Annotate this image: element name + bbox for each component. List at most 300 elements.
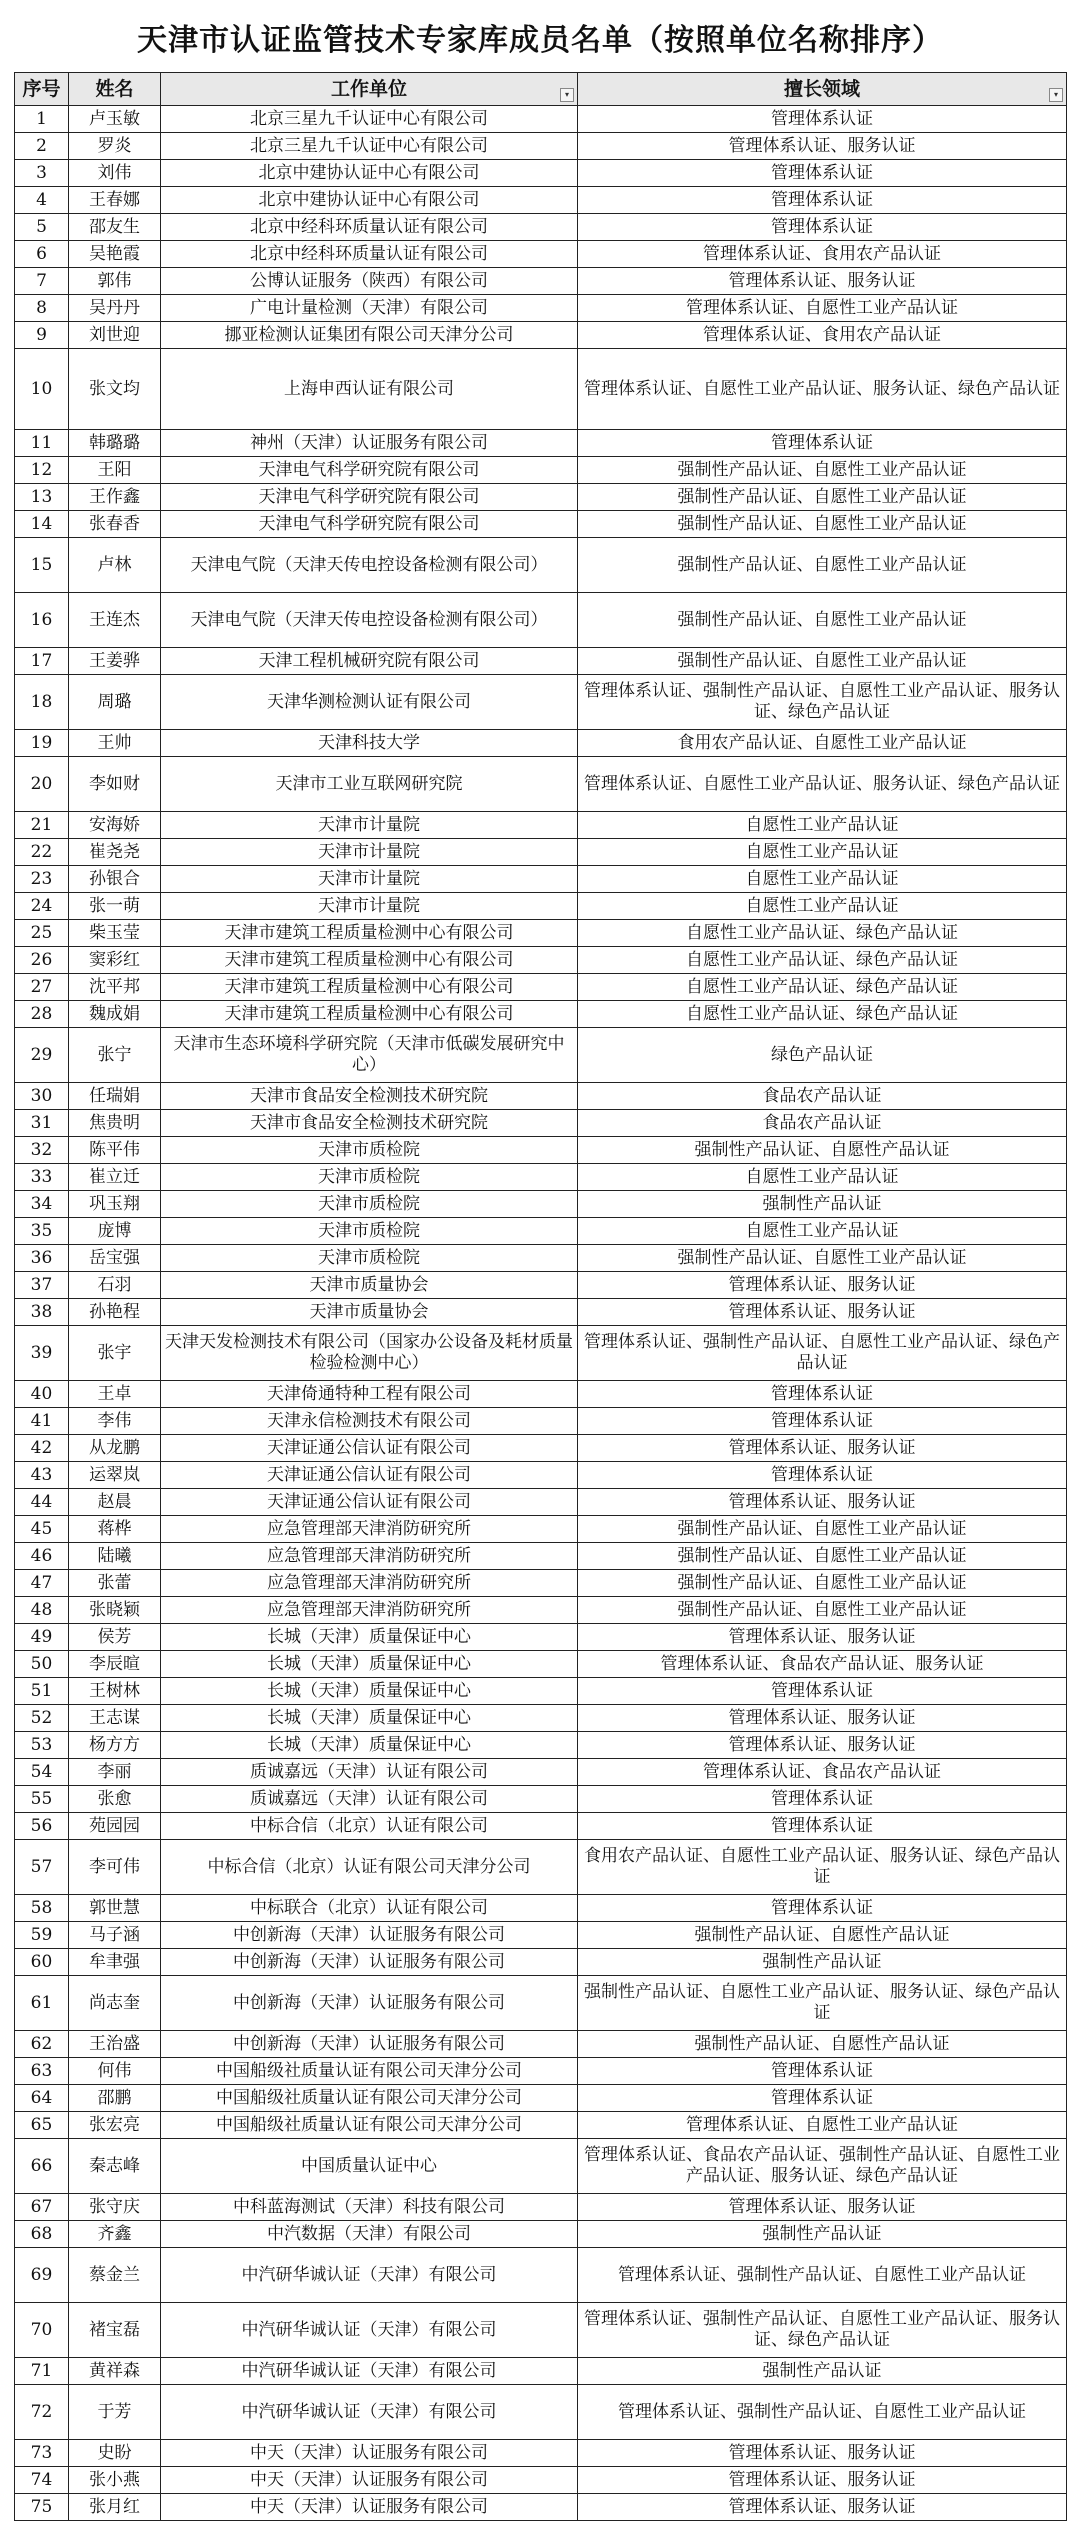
cell-name[interactable]: 王帅 [69, 730, 161, 757]
cell-field[interactable]: 管理体系认证、自愿性工业产品认证 [578, 295, 1067, 322]
cell-field[interactable]: 管理体系认证 [578, 2085, 1067, 2112]
cell-name[interactable]: 卢林 [69, 538, 161, 593]
cell-unit[interactable]: 北京中建协认证中心有限公司 [161, 187, 578, 214]
cell-field[interactable]: 管理体系认证、服务认证 [578, 2440, 1067, 2467]
cell-field[interactable]: 管理体系认证、食品农产品认证、服务认证 [578, 1651, 1067, 1678]
cell-unit[interactable]: 中汽研华诚认证（天津）有限公司 [161, 2248, 578, 2303]
cell-no[interactable]: 49 [15, 1624, 69, 1651]
cell-unit[interactable]: 中天（天津）认证服务有限公司 [161, 2440, 578, 2467]
cell-name[interactable]: 王姜骅 [69, 648, 161, 675]
cell-unit[interactable]: 中国质量认证中心 [161, 2139, 578, 2194]
cell-unit[interactable]: 天津市计量院 [161, 893, 578, 920]
cell-no[interactable]: 3 [15, 160, 69, 187]
cell-unit[interactable]: 天津证通公信认证有限公司 [161, 1489, 578, 1516]
cell-name[interactable]: 王树林 [69, 1678, 161, 1705]
cell-field[interactable]: 管理体系认证 [578, 106, 1067, 133]
cell-unit[interactable]: 应急管理部天津消防研究所 [161, 1543, 578, 1570]
cell-unit[interactable]: 长城（天津）质量保证中心 [161, 1624, 578, 1651]
cell-field[interactable]: 管理体系认证、服务认证 [578, 2467, 1067, 2494]
cell-no[interactable]: 63 [15, 2058, 69, 2085]
cell-name[interactable]: 张蕾 [69, 1570, 161, 1597]
cell-unit[interactable]: 应急管理部天津消防研究所 [161, 1597, 578, 1624]
cell-no[interactable]: 71 [15, 2358, 69, 2385]
cell-name[interactable]: 马子涵 [69, 1922, 161, 1949]
cell-name[interactable]: 邵鹏 [69, 2085, 161, 2112]
cell-no[interactable]: 53 [15, 1732, 69, 1759]
cell-unit[interactable]: 天津市质检院 [161, 1164, 578, 1191]
cell-no[interactable]: 64 [15, 2085, 69, 2112]
cell-field[interactable]: 食用农产品认证、自愿性工业产品认证 [578, 730, 1067, 757]
cell-unit[interactable]: 挪亚检测认证集团有限公司天津分公司 [161, 322, 578, 349]
cell-unit[interactable]: 公博认证服务（陕西）有限公司 [161, 268, 578, 295]
cell-no[interactable]: 56 [15, 1813, 69, 1840]
cell-no[interactable]: 42 [15, 1435, 69, 1462]
cell-unit[interactable]: 中国船级社质量认证有限公司天津分公司 [161, 2058, 578, 2085]
cell-no[interactable]: 45 [15, 1516, 69, 1543]
cell-field[interactable]: 管理体系认证 [578, 1786, 1067, 1813]
cell-unit[interactable]: 天津市建筑工程质量检测中心有限公司 [161, 1001, 578, 1028]
cell-name[interactable]: 王卓 [69, 1381, 161, 1408]
cell-unit[interactable]: 天津市工业互联网研究院 [161, 757, 578, 812]
cell-no[interactable]: 57 [15, 1840, 69, 1895]
cell-field[interactable]: 管理体系认证 [578, 214, 1067, 241]
cell-name[interactable]: 崔尧尧 [69, 839, 161, 866]
cell-name[interactable]: 蒋桦 [69, 1516, 161, 1543]
cell-unit[interactable]: 天津证通公信认证有限公司 [161, 1462, 578, 1489]
cell-no[interactable]: 1 [15, 106, 69, 133]
cell-field[interactable]: 管理体系认证、强制性产品认证、自愿性工业产品认证、服务认证、绿色产品认证 [578, 2303, 1067, 2358]
cell-unit[interactable]: 北京中经科环质量认证有限公司 [161, 214, 578, 241]
cell-field[interactable]: 强制性产品认证、自愿性产品认证 [578, 2031, 1067, 2058]
cell-name[interactable]: 韩璐璐 [69, 430, 161, 457]
cell-name[interactable]: 赵晨 [69, 1489, 161, 1516]
cell-field[interactable]: 自愿性工业产品认证、绿色产品认证 [578, 1001, 1067, 1028]
cell-no[interactable]: 61 [15, 1976, 69, 2031]
cell-unit[interactable]: 天津市质检院 [161, 1137, 578, 1164]
cell-unit[interactable]: 中创新海（天津）认证服务有限公司 [161, 2031, 578, 2058]
cell-unit[interactable]: 天津电气科学研究院有限公司 [161, 484, 578, 511]
cell-name[interactable]: 罗炎 [69, 133, 161, 160]
cell-name[interactable]: 安海娇 [69, 812, 161, 839]
cell-unit[interactable]: 天津市建筑工程质量检测中心有限公司 [161, 947, 578, 974]
cell-field[interactable]: 强制性产品认证、自愿性工业产品认证 [578, 484, 1067, 511]
cell-field[interactable]: 食品农产品认证 [578, 1083, 1067, 1110]
cell-no[interactable]: 37 [15, 1272, 69, 1299]
cell-name[interactable]: 窦彩红 [69, 947, 161, 974]
cell-field[interactable]: 自愿性工业产品认证 [578, 866, 1067, 893]
cell-name[interactable]: 张春香 [69, 511, 161, 538]
cell-no[interactable]: 5 [15, 214, 69, 241]
cell-unit[interactable]: 中国船级社质量认证有限公司天津分公司 [161, 2112, 578, 2139]
cell-name[interactable]: 运翠岚 [69, 1462, 161, 1489]
cell-unit[interactable]: 中科蓝海测试（天津）科技有限公司 [161, 2194, 578, 2221]
cell-unit[interactable]: 中汽研华诚认证（天津）有限公司 [161, 2358, 578, 2385]
cell-field[interactable]: 强制性产品认证、自愿性工业产品认证 [578, 457, 1067, 484]
cell-field[interactable]: 强制性产品认证、自愿性工业产品认证 [578, 1245, 1067, 1272]
header-cell-unit[interactable] [161, 73, 578, 106]
cell-name[interactable]: 张文均 [69, 349, 161, 430]
cell-field[interactable]: 管理体系认证 [578, 160, 1067, 187]
cell-unit[interactable]: 天津工程机械研究院有限公司 [161, 648, 578, 675]
cell-unit[interactable]: 中天（天津）认证服务有限公司 [161, 2467, 578, 2494]
cell-unit[interactable]: 天津市质检院 [161, 1191, 578, 1218]
cell-name[interactable]: 张小燕 [69, 2467, 161, 2494]
cell-name[interactable]: 李丽 [69, 1759, 161, 1786]
cell-name[interactable]: 石羽 [69, 1272, 161, 1299]
cell-name[interactable]: 齐鑫 [69, 2221, 161, 2248]
cell-name[interactable]: 蔡金兰 [69, 2248, 161, 2303]
cell-unit[interactable]: 中标联合（北京）认证有限公司 [161, 1895, 578, 1922]
cell-field[interactable]: 管理体系认证 [578, 1381, 1067, 1408]
cell-unit[interactable]: 天津市食品安全检测技术研究院 [161, 1083, 578, 1110]
cell-unit[interactable]: 长城（天津）质量保证中心 [161, 1651, 578, 1678]
cell-name[interactable]: 苑园园 [69, 1813, 161, 1840]
cell-unit[interactable]: 中标合信（北京）认证有限公司天津分公司 [161, 1840, 578, 1895]
cell-name[interactable]: 郭世慧 [69, 1895, 161, 1922]
cell-unit[interactable]: 天津市质量协会 [161, 1272, 578, 1299]
cell-name[interactable]: 从龙鹏 [69, 1435, 161, 1462]
cell-name[interactable]: 何伟 [69, 2058, 161, 2085]
cell-field[interactable]: 管理体系认证、食用农产品认证 [578, 322, 1067, 349]
cell-name[interactable]: 尚志奎 [69, 1976, 161, 2031]
cell-no[interactable]: 20 [15, 757, 69, 812]
cell-name[interactable]: 崔立迁 [69, 1164, 161, 1191]
cell-name[interactable]: 王春娜 [69, 187, 161, 214]
cell-field[interactable]: 自愿性工业产品认证 [578, 1164, 1067, 1191]
cell-field[interactable]: 强制性产品认证、自愿性工业产品认证、服务认证、绿色产品认证 [578, 1976, 1067, 2031]
cell-unit[interactable]: 长城（天津）质量保证中心 [161, 1678, 578, 1705]
cell-unit[interactable]: 天津市质检院 [161, 1245, 578, 1272]
cell-no[interactable]: 38 [15, 1299, 69, 1326]
cell-unit[interactable]: 应急管理部天津消防研究所 [161, 1570, 578, 1597]
cell-field[interactable]: 强制性产品认证、自愿性工业产品认证 [578, 1570, 1067, 1597]
cell-no[interactable]: 36 [15, 1245, 69, 1272]
cell-no[interactable]: 18 [15, 675, 69, 730]
cell-field[interactable]: 自愿性工业产品认证 [578, 839, 1067, 866]
cell-unit[interactable]: 北京三星九千认证中心有限公司 [161, 133, 578, 160]
cell-name[interactable]: 张守庆 [69, 2194, 161, 2221]
cell-name[interactable]: 张愈 [69, 1786, 161, 1813]
cell-name[interactable]: 张宇 [69, 1326, 161, 1381]
cell-unit[interactable]: 中汽研华诚认证（天津）有限公司 [161, 2385, 578, 2440]
cell-no[interactable]: 16 [15, 593, 69, 648]
cell-name[interactable]: 张宁 [69, 1028, 161, 1083]
cell-no[interactable]: 26 [15, 947, 69, 974]
cell-name[interactable]: 卢玉敏 [69, 106, 161, 133]
cell-name[interactable]: 柴玉莹 [69, 920, 161, 947]
cell-field[interactable]: 管理体系认证、自愿性工业产品认证、服务认证、绿色产品认证 [578, 349, 1067, 430]
cell-unit[interactable]: 中创新海（天津）认证服务有限公司 [161, 1922, 578, 1949]
cell-name[interactable]: 沈平邦 [69, 974, 161, 1001]
cell-no[interactable]: 31 [15, 1110, 69, 1137]
cell-no[interactable]: 54 [15, 1759, 69, 1786]
cell-no[interactable]: 73 [15, 2440, 69, 2467]
cell-unit[interactable]: 天津市建筑工程质量检测中心有限公司 [161, 974, 578, 1001]
cell-field[interactable]: 自愿性工业产品认证 [578, 1218, 1067, 1245]
cell-name[interactable]: 张月红 [69, 2494, 161, 2521]
cell-field[interactable]: 管理体系认证、服务认证 [578, 2494, 1067, 2521]
cell-unit[interactable]: 天津倚通特种工程有限公司 [161, 1381, 578, 1408]
cell-unit[interactable]: 天津市计量院 [161, 866, 578, 893]
cell-no[interactable]: 68 [15, 2221, 69, 2248]
cell-field[interactable]: 管理体系认证、自愿性工业产品认证、服务认证、绿色产品认证 [578, 757, 1067, 812]
cell-unit[interactable]: 天津市质检院 [161, 1218, 578, 1245]
cell-no[interactable]: 14 [15, 511, 69, 538]
cell-no[interactable]: 67 [15, 2194, 69, 2221]
cell-field[interactable]: 管理体系认证、服务认证 [578, 1624, 1067, 1651]
cell-field[interactable]: 绿色产品认证 [578, 1028, 1067, 1083]
cell-no[interactable]: 41 [15, 1408, 69, 1435]
cell-no[interactable]: 13 [15, 484, 69, 511]
cell-field[interactable]: 自愿性工业产品认证、绿色产品认证 [578, 920, 1067, 947]
cell-field[interactable]: 自愿性工业产品认证 [578, 893, 1067, 920]
cell-unit[interactable]: 天津永信检测技术有限公司 [161, 1408, 578, 1435]
cell-no[interactable]: 17 [15, 648, 69, 675]
cell-unit[interactable]: 天津电气院（天津天传电控设备检测有限公司） [161, 593, 578, 648]
cell-name[interactable]: 王志谋 [69, 1705, 161, 1732]
cell-no[interactable]: 8 [15, 295, 69, 322]
cell-field[interactable]: 管理体系认证、服务认证 [578, 2194, 1067, 2221]
cell-no[interactable]: 24 [15, 893, 69, 920]
cell-unit[interactable]: 神州（天津）认证服务有限公司 [161, 430, 578, 457]
cell-no[interactable]: 70 [15, 2303, 69, 2358]
cell-field[interactable]: 管理体系认证、强制性产品认证、自愿性工业产品认证 [578, 2385, 1067, 2440]
cell-name[interactable]: 史盼 [69, 2440, 161, 2467]
cell-field[interactable]: 自愿性工业产品认证、绿色产品认证 [578, 974, 1067, 1001]
cell-no[interactable]: 12 [15, 457, 69, 484]
cell-no[interactable]: 35 [15, 1218, 69, 1245]
cell-field[interactable]: 管理体系认证、服务认证 [578, 1732, 1067, 1759]
cell-name[interactable]: 侯芳 [69, 1624, 161, 1651]
cell-no[interactable]: 62 [15, 2031, 69, 2058]
cell-no[interactable]: 69 [15, 2248, 69, 2303]
cell-field[interactable]: 强制性产品认证、自愿性工业产品认证 [578, 1543, 1067, 1570]
cell-unit[interactable]: 北京中经科环质量认证有限公司 [161, 241, 578, 268]
cell-unit[interactable]: 中汽研华诚认证（天津）有限公司 [161, 2303, 578, 2358]
cell-field[interactable]: 管理体系认证、服务认证 [578, 1489, 1067, 1516]
cell-no[interactable]: 23 [15, 866, 69, 893]
cell-name[interactable]: 周璐 [69, 675, 161, 730]
cell-name[interactable]: 王连杰 [69, 593, 161, 648]
cell-no[interactable]: 40 [15, 1381, 69, 1408]
cell-no[interactable]: 52 [15, 1705, 69, 1732]
cell-unit[interactable]: 长城（天津）质量保证中心 [161, 1732, 578, 1759]
cell-name[interactable]: 陈平伟 [69, 1137, 161, 1164]
cell-field[interactable]: 管理体系认证 [578, 430, 1067, 457]
cell-unit[interactable]: 中创新海（天津）认证服务有限公司 [161, 1949, 578, 1976]
cell-no[interactable]: 33 [15, 1164, 69, 1191]
cell-name[interactable]: 巩玉翔 [69, 1191, 161, 1218]
filter-dropdown-icon[interactable]: ▾ [560, 88, 574, 102]
cell-unit[interactable]: 中天（天津）认证服务有限公司 [161, 2494, 578, 2521]
cell-field[interactable]: 管理体系认证、自愿性工业产品认证 [578, 2112, 1067, 2139]
cell-unit[interactable]: 长城（天津）质量保证中心 [161, 1705, 578, 1732]
cell-unit[interactable]: 天津天发检测技术有限公司（国家办公设备及耗材质量检验检测中心） [161, 1326, 578, 1381]
cell-no[interactable]: 9 [15, 322, 69, 349]
cell-no[interactable]: 19 [15, 730, 69, 757]
cell-name[interactable]: 杨方方 [69, 1732, 161, 1759]
cell-field[interactable]: 管理体系认证 [578, 1462, 1067, 1489]
cell-no[interactable]: 29 [15, 1028, 69, 1083]
cell-field[interactable]: 管理体系认证 [578, 1813, 1067, 1840]
filter-dropdown-icon[interactable]: ▾ [1049, 88, 1063, 102]
cell-no[interactable]: 32 [15, 1137, 69, 1164]
cell-name[interactable]: 张宏亮 [69, 2112, 161, 2139]
cell-no[interactable]: 21 [15, 812, 69, 839]
cell-unit[interactable]: 天津华测检测认证有限公司 [161, 675, 578, 730]
cell-field[interactable]: 管理体系认证、服务认证 [578, 1705, 1067, 1732]
cell-field[interactable]: 食用农产品认证、自愿性工业产品认证、服务认证、绿色产品认证 [578, 1840, 1067, 1895]
cell-field[interactable]: 管理体系认证、强制性产品认证、自愿性工业产品认证、服务认证、绿色产品认证 [578, 675, 1067, 730]
cell-no[interactable]: 2 [15, 133, 69, 160]
cell-field[interactable]: 管理体系认证 [578, 187, 1067, 214]
cell-name[interactable]: 焦贵明 [69, 1110, 161, 1137]
cell-no[interactable]: 46 [15, 1543, 69, 1570]
cell-field[interactable]: 强制性产品认证、自愿性工业产品认证 [578, 511, 1067, 538]
cell-unit[interactable]: 天津市计量院 [161, 839, 578, 866]
cell-name[interactable]: 秦志峰 [69, 2139, 161, 2194]
cell-field[interactable]: 管理体系认证 [578, 2058, 1067, 2085]
cell-field[interactable]: 管理体系认证、强制性产品认证、自愿性工业产品认证 [578, 2248, 1067, 2303]
cell-no[interactable]: 58 [15, 1895, 69, 1922]
cell-name[interactable]: 王阳 [69, 457, 161, 484]
cell-field[interactable]: 管理体系认证、食品农产品认证 [578, 1759, 1067, 1786]
cell-no[interactable]: 30 [15, 1083, 69, 1110]
cell-unit[interactable]: 中创新海（天津）认证服务有限公司 [161, 1976, 578, 2031]
cell-field[interactable]: 管理体系认证、强制性产品认证、自愿性工业产品认证、绿色产品认证 [578, 1326, 1067, 1381]
cell-name[interactable]: 吴艳霞 [69, 241, 161, 268]
header-cell-field[interactable] [578, 73, 1067, 106]
cell-field[interactable]: 食品农产品认证 [578, 1110, 1067, 1137]
cell-no[interactable]: 34 [15, 1191, 69, 1218]
cell-no[interactable]: 6 [15, 241, 69, 268]
cell-field[interactable]: 管理体系认证、服务认证 [578, 268, 1067, 295]
cell-no[interactable]: 51 [15, 1678, 69, 1705]
cell-field[interactable]: 强制性产品认证、自愿性工业产品认证 [578, 1597, 1067, 1624]
cell-no[interactable]: 66 [15, 2139, 69, 2194]
cell-field[interactable]: 强制性产品认证、自愿性产品认证 [578, 1922, 1067, 1949]
cell-no[interactable]: 25 [15, 920, 69, 947]
cell-unit[interactable]: 天津电气科学研究院有限公司 [161, 511, 578, 538]
cell-field[interactable]: 强制性产品认证、自愿性工业产品认证 [578, 593, 1067, 648]
cell-field[interactable]: 强制性产品认证、自愿性工业产品认证 [578, 648, 1067, 675]
cell-name[interactable]: 陆曦 [69, 1543, 161, 1570]
cell-field[interactable]: 管理体系认证 [578, 1408, 1067, 1435]
cell-field[interactable]: 强制性产品认证 [578, 1191, 1067, 1218]
cell-unit[interactable]: 应急管理部天津消防研究所 [161, 1516, 578, 1543]
cell-no[interactable]: 47 [15, 1570, 69, 1597]
cell-no[interactable]: 60 [15, 1949, 69, 1976]
cell-name[interactable]: 褚宝磊 [69, 2303, 161, 2358]
cell-no[interactable]: 44 [15, 1489, 69, 1516]
cell-name[interactable]: 王作鑫 [69, 484, 161, 511]
cell-name[interactable]: 郭伟 [69, 268, 161, 295]
cell-name[interactable]: 李辰暄 [69, 1651, 161, 1678]
cell-no[interactable]: 55 [15, 1786, 69, 1813]
cell-name[interactable]: 岳宝强 [69, 1245, 161, 1272]
cell-no[interactable]: 4 [15, 187, 69, 214]
cell-name[interactable]: 刘伟 [69, 160, 161, 187]
cell-no[interactable]: 28 [15, 1001, 69, 1028]
cell-unit[interactable]: 天津市生态环境科学研究院（天津市低碳发展研究中心） [161, 1028, 578, 1083]
cell-name[interactable]: 王治盛 [69, 2031, 161, 2058]
cell-unit[interactable]: 天津市质量协会 [161, 1299, 578, 1326]
cell-name[interactable]: 刘世迎 [69, 322, 161, 349]
cell-name[interactable]: 邵友生 [69, 214, 161, 241]
cell-field[interactable]: 自愿性工业产品认证、绿色产品认证 [578, 947, 1067, 974]
cell-field[interactable]: 管理体系认证、服务认证 [578, 133, 1067, 160]
cell-no[interactable]: 72 [15, 2385, 69, 2440]
cell-no[interactable]: 43 [15, 1462, 69, 1489]
cell-name[interactable]: 吴丹丹 [69, 295, 161, 322]
cell-field[interactable]: 强制性产品认证、自愿性工业产品认证 [578, 1516, 1067, 1543]
cell-no[interactable]: 39 [15, 1326, 69, 1381]
cell-unit[interactable]: 中国船级社质量认证有限公司天津分公司 [161, 2085, 578, 2112]
cell-name[interactable]: 孙银合 [69, 866, 161, 893]
cell-field[interactable]: 强制性产品认证 [578, 2358, 1067, 2385]
cell-no[interactable]: 59 [15, 1922, 69, 1949]
cell-unit[interactable]: 天津市食品安全检测技术研究院 [161, 1110, 578, 1137]
cell-unit[interactable]: 中汽数据（天津）有限公司 [161, 2221, 578, 2248]
cell-unit[interactable]: 质诚嘉远（天津）认证有限公司 [161, 1759, 578, 1786]
cell-field[interactable]: 管理体系认证、服务认证 [578, 1435, 1067, 1462]
cell-no[interactable]: 11 [15, 430, 69, 457]
cell-unit[interactable]: 天津市建筑工程质量检测中心有限公司 [161, 920, 578, 947]
cell-no[interactable]: 50 [15, 1651, 69, 1678]
cell-no[interactable]: 22 [15, 839, 69, 866]
cell-field[interactable]: 强制性产品认证 [578, 1949, 1067, 1976]
cell-field[interactable]: 强制性产品认证、自愿性工业产品认证 [578, 538, 1067, 593]
cell-unit[interactable]: 天津电气科学研究院有限公司 [161, 457, 578, 484]
cell-name[interactable]: 魏成娟 [69, 1001, 161, 1028]
cell-unit[interactable]: 天津证通公信认证有限公司 [161, 1435, 578, 1462]
cell-unit[interactable]: 上海申西认证有限公司 [161, 349, 578, 430]
cell-no[interactable]: 48 [15, 1597, 69, 1624]
cell-field[interactable]: 管理体系认证、食品农产品认证、强制性产品认证、自愿性工业产品认证、服务认证、绿色产品认证 [578, 2139, 1067, 2194]
cell-name[interactable]: 任瑞娟 [69, 1083, 161, 1110]
cell-name[interactable]: 李如财 [69, 757, 161, 812]
cell-name[interactable]: 于芳 [69, 2385, 161, 2440]
cell-no[interactable]: 65 [15, 2112, 69, 2139]
cell-unit[interactable]: 广电计量检测（天津）有限公司 [161, 295, 578, 322]
cell-name[interactable]: 孙艳程 [69, 1299, 161, 1326]
cell-field[interactable]: 管理体系认证、服务认证 [578, 1272, 1067, 1299]
cell-field[interactable]: 管理体系认证、食用农产品认证 [578, 241, 1067, 268]
cell-name[interactable]: 李伟 [69, 1408, 161, 1435]
cell-name[interactable]: 黄祥森 [69, 2358, 161, 2385]
cell-field[interactable]: 强制性产品认证、自愿性产品认证 [578, 1137, 1067, 1164]
cell-no[interactable]: 74 [15, 2467, 69, 2494]
cell-field[interactable]: 强制性产品认证 [578, 2221, 1067, 2248]
cell-unit[interactable]: 北京中建协认证中心有限公司 [161, 160, 578, 187]
cell-name[interactable]: 庞博 [69, 1218, 161, 1245]
cell-unit[interactable]: 中标合信（北京）认证有限公司 [161, 1813, 578, 1840]
cell-field[interactable]: 自愿性工业产品认证 [578, 812, 1067, 839]
cell-name[interactable]: 李可伟 [69, 1840, 161, 1895]
cell-name[interactable]: 张晓颖 [69, 1597, 161, 1624]
cell-no[interactable]: 10 [15, 349, 69, 430]
cell-unit[interactable]: 天津科技大学 [161, 730, 578, 757]
cell-no[interactable]: 7 [15, 268, 69, 295]
cell-unit[interactable]: 天津电气院（天津天传电控设备检测有限公司） [161, 538, 578, 593]
cell-no[interactable]: 15 [15, 538, 69, 593]
cell-field[interactable]: 管理体系认证、服务认证 [578, 1299, 1067, 1326]
cell-unit[interactable]: 天津市计量院 [161, 812, 578, 839]
cell-no[interactable]: 27 [15, 974, 69, 1001]
cell-field[interactable]: 管理体系认证 [578, 1678, 1067, 1705]
cell-unit[interactable]: 北京三星九千认证中心有限公司 [161, 106, 578, 133]
cell-no[interactable]: 75 [15, 2494, 69, 2521]
